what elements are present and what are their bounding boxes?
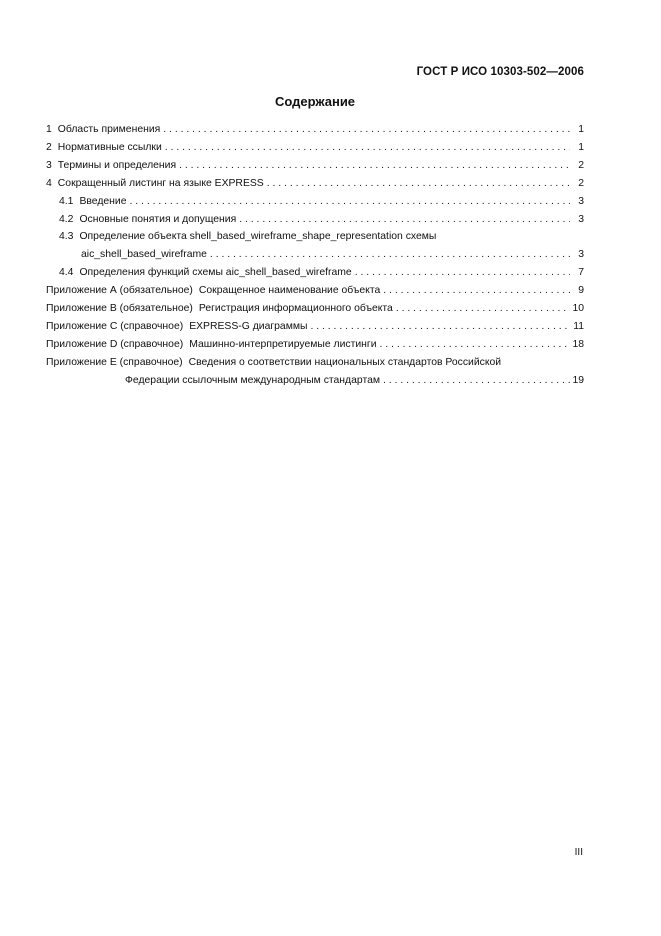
toc-entry-4-3-continuation[interactable]	[46, 246, 584, 264]
toc-entry-label: Определение объекта shell_based_wireframe_shape_representation схемы	[79, 231, 437, 243]
page-number: III	[574, 847, 583, 858]
toc-entry-3[interactable]	[46, 157, 584, 175]
leader-dots	[380, 336, 571, 354]
annex-kind: Приложение D (справочное)	[46, 338, 184, 350]
toc-entry-number: 4.1	[59, 195, 74, 207]
toc-entry-number: 4	[46, 177, 52, 189]
leader-dots	[383, 282, 570, 300]
toc-entry-number: 1	[46, 124, 52, 135]
annex-label: Сведения о соответствии национальных стандартов Российской	[188, 356, 502, 368]
leader-dots	[130, 193, 571, 211]
toc-title: Содержание	[274, 94, 356, 109]
annex-kind: Приложение В (обязательное)	[46, 303, 193, 315]
toc-annex-b[interactable]	[46, 300, 584, 318]
leader-dots	[310, 318, 570, 336]
leader-dots	[396, 300, 570, 318]
annex-label-continuation: Федерации ссылочным международным стандартам	[125, 374, 381, 386]
leader-dots	[267, 175, 570, 193]
toc-entry-number: 4.2	[59, 213, 74, 225]
toc-entry-number: 3	[46, 159, 52, 171]
leader-dots	[163, 121, 570, 139]
leader-dots	[239, 211, 570, 229]
leader-dots	[355, 264, 570, 282]
annex-page: 18	[572, 338, 584, 350]
toc-entry-page: 2	[578, 177, 584, 189]
toc-entry-page: 1	[578, 124, 584, 135]
toc-entry-page: 3	[578, 195, 584, 207]
toc-entry-label: Нормативные ссылки	[57, 141, 162, 153]
leader-dots	[179, 157, 570, 175]
annex-label: EXPRESS-G диаграммы	[189, 320, 308, 332]
document-standard-number: ГОСТ Р ИСО 10303-502—2006	[416, 66, 584, 78]
annex-page: 19	[572, 374, 584, 386]
annex-page: 9	[578, 285, 584, 297]
table-of-contents	[46, 121, 584, 390]
toc-entry-label: Сокращенный листинг на языке EXPRESS	[57, 177, 264, 189]
annex-page: 11	[573, 320, 584, 332]
toc-entry-label: Определения функций схемы aic_shell_based_wireframe	[79, 267, 352, 279]
toc-entry-4-3[interactable]	[46, 228, 584, 246]
toc-entry-page: 7	[578, 267, 584, 279]
toc-entry-4-4[interactable]	[46, 264, 584, 282]
toc-entry-label: Термины и определения	[57, 159, 177, 171]
toc-entry-label-continuation: aic_shell_based_wireframe	[81, 249, 207, 261]
toc-entry-page: 1	[578, 141, 584, 153]
toc-entry-4[interactable]	[46, 175, 584, 193]
toc-annex-a[interactable]	[46, 282, 584, 300]
toc-entry-label: Введение	[79, 195, 127, 207]
annex-page: 10	[572, 303, 584, 315]
toc-annex-c[interactable]	[46, 318, 584, 336]
annex-label: Регистрация информационного объекта	[198, 303, 393, 315]
toc-entry-page: 2	[578, 159, 584, 171]
annex-label: Машинно-интерпретируемые листинги	[189, 338, 377, 350]
annex-kind: Приложение А (обязательное)	[46, 285, 193, 297]
annex-label: Сокращенное наименование объекта	[198, 285, 381, 297]
toc-annex-e-continuation[interactable]	[46, 372, 584, 390]
toc-entry-1[interactable]	[46, 121, 584, 139]
toc-entry-4-1[interactable]	[46, 193, 584, 211]
toc-entry-2[interactable]	[46, 139, 584, 157]
leader-dots	[383, 372, 570, 390]
toc-entry-number: 2	[46, 141, 52, 153]
leader-dots	[165, 139, 570, 157]
toc-entry-label: Основные понятия и допущения	[79, 213, 237, 225]
toc-entry-number: 4.4	[59, 267, 74, 279]
annex-kind: Приложение С (справочное)	[46, 320, 184, 332]
toc-entry-number: 4.3	[59, 231, 74, 243]
toc-entry-label: Область применения	[57, 124, 161, 135]
toc-annex-e[interactable]	[46, 354, 584, 372]
annex-kind: Приложение Е (справочное)	[46, 356, 183, 368]
leader-dots	[210, 246, 570, 264]
toc-entry-4-2[interactable]	[46, 211, 584, 229]
toc-annex-d[interactable]	[46, 336, 584, 354]
toc-entry-page: 3	[578, 213, 584, 225]
toc-entry-page: 3	[578, 249, 584, 261]
